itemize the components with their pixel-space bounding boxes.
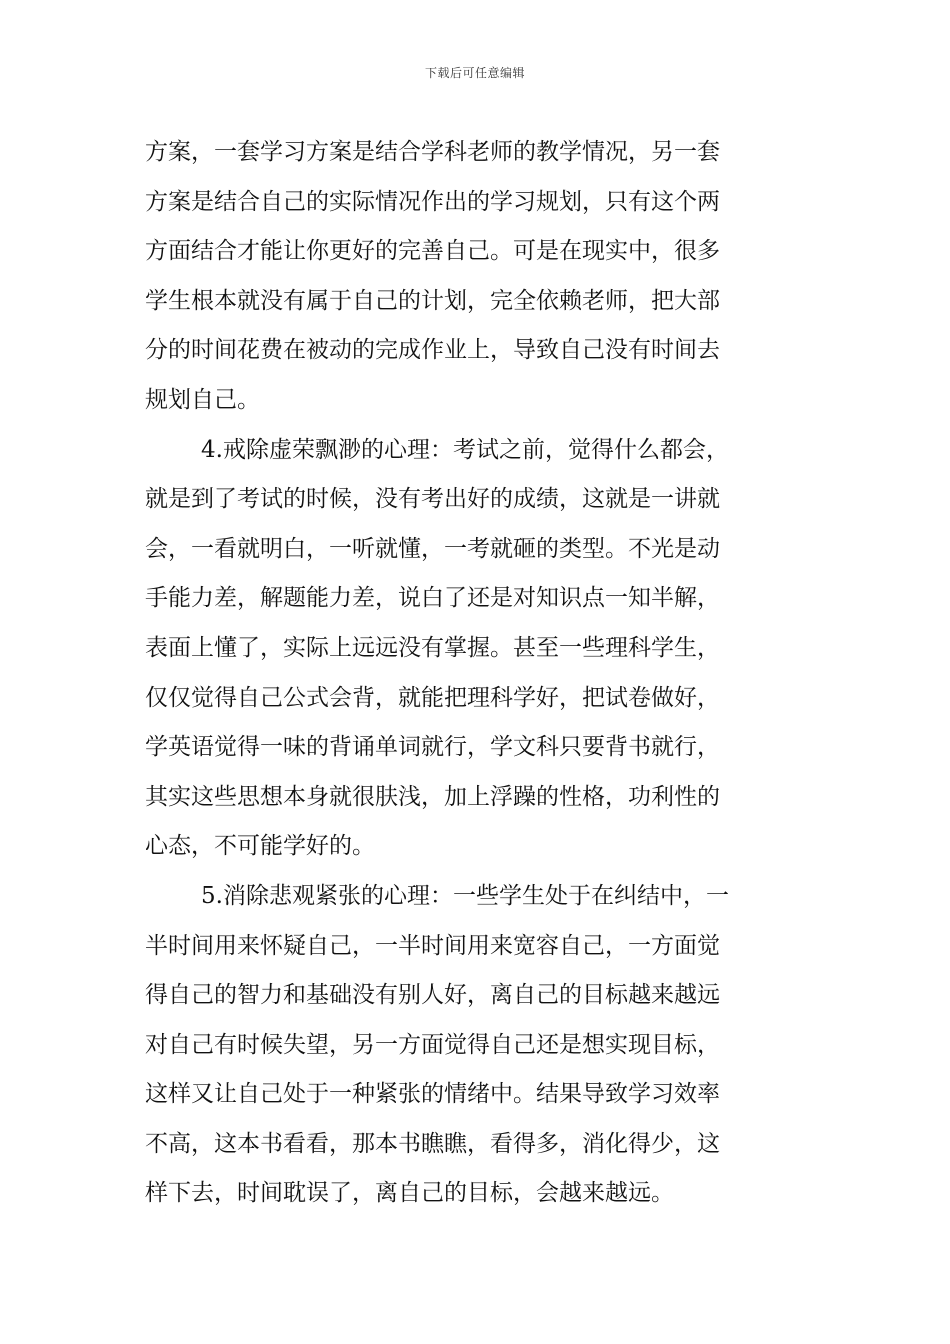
text-line: 其实这些思想本身就很肤浅，加上浮躁的性格，功利性的: [145, 783, 720, 810]
text-line: 表面上懂了，实际上远远没有掌握。甚至一些理科学生，: [145, 634, 720, 661]
text-line: 会，一看就明白，一听就懂，一考就砸的类型。不光是动: [145, 535, 720, 562]
text-line: 学英语觉得一味的背诵单词就行，学文科只要背书就行，: [145, 734, 720, 761]
text-line: 得自己的智力和基础没有别人好，离自己的目标越来越远: [145, 982, 720, 1009]
header-note: 下载后可任意编辑: [424, 66, 525, 80]
text-line: 半时间用来怀疑自己，一半时间用来宽容自己，一方面觉: [145, 932, 720, 959]
text-line: 就是到了考试的时候，没有考出好的成绩，这就是一讲就: [145, 486, 720, 513]
paragraph-5-first-line: 5.消除悲观紧张的心理：一些学生处于在纠结中，一: [201, 882, 729, 909]
paragraph-4-first-line: 4.戒除虚荣飘渺的心理：考试之前，觉得什么都会，: [201, 436, 729, 463]
text-line: 方面结合才能让你更好的完善自己。可是在现实中，很多: [145, 238, 720, 265]
text-line: 对自己有时候失望，另一方面觉得自己还是想实现目标，: [145, 1031, 720, 1058]
text-line: 规划自己。: [145, 386, 260, 413]
text-line: 手能力差，解题能力差，说白了还是对知识点一知半解，: [145, 585, 720, 612]
text-line: 样下去，时间耽误了，离自己的目标，会越来越远。: [145, 1180, 674, 1207]
text-line: 分的时间花费在被动的完成作业上，导致自己没有时间去: [145, 337, 720, 364]
text-line: 方案，一套学习方案是结合学科老师的教学情况，另一套: [145, 139, 720, 165]
text-line: 方案是结合自己的实际情况作出的学习规划，只有这个两: [145, 188, 720, 215]
text-line: 学生根本就没有属于自己的计划，完全依赖老师，把大部: [145, 287, 720, 314]
text-line: 仅仅觉得自己公式会背，就能把理科学好，把试卷做好，: [145, 684, 720, 711]
text-line: 这样又让自己处于一种紧张的情绪中。结果导致学习效率: [145, 1081, 720, 1108]
body-text: [145, 128, 807, 1219]
text-line: 心态，不可能学好的。: [145, 833, 375, 860]
text-line: 不高，这本书看看，那本书瞧瞧，看得多，消化得少，这: [145, 1130, 720, 1157]
